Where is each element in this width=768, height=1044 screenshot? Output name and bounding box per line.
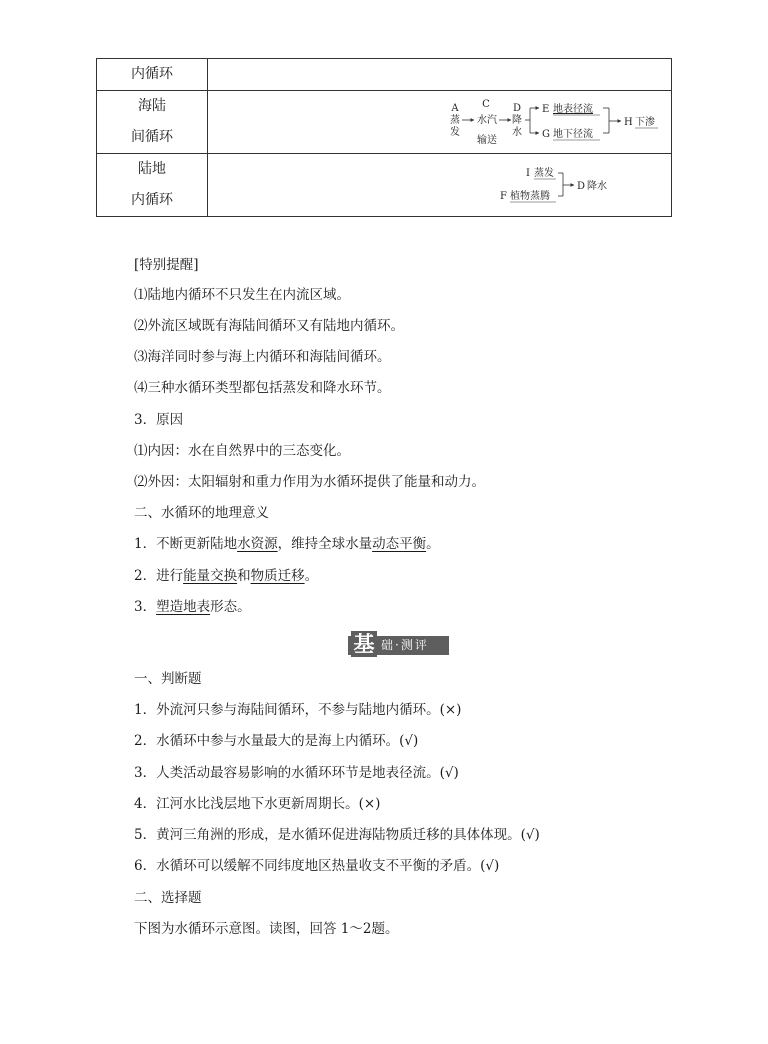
banner-text: 础·测评: [381, 638, 429, 652]
row-label-land-cycle: 陆地 内循环: [97, 154, 208, 217]
row-label-inner-cycle: 内循环: [97, 59, 208, 91]
label-h: H: [624, 117, 633, 128]
label-e-text: 地表径流: [553, 104, 593, 115]
label-e: E: [542, 104, 550, 115]
section-banner: [348, 631, 449, 657]
label-a-text1: 蒸: [450, 115, 460, 126]
label-f: F: [500, 191, 507, 202]
label-i-text: 蒸发: [534, 168, 554, 179]
label-h-text: 下渗: [635, 117, 655, 128]
judge-item: 4．江河水比浅层地下水更新周期长。(×): [134, 796, 381, 812]
empty-cell: [208, 59, 672, 91]
label-a-text2: 发: [450, 127, 460, 138]
judge-item: 2．水循环中参与水量最大的是海上内循环。(√): [134, 733, 419, 749]
reason-external: ⑵外因：太阳辐射和重力作用为水循环提供了能量和动力。: [134, 474, 485, 490]
label-d-text: 降水: [587, 181, 607, 192]
label-d-text2: 水: [512, 127, 522, 138]
significance-heading: 二、水循环的地理意义: [134, 505, 269, 521]
label-i: I: [526, 168, 530, 179]
choice-heading: 二、选择题: [134, 890, 202, 906]
label-a: A: [451, 103, 459, 114]
table-row: [97, 91, 672, 154]
land-cycle-diagram: [208, 154, 672, 217]
sea-land-cycle-diagram: [208, 91, 672, 154]
label-d: D: [512, 103, 522, 114]
label-g-text: 地下径流: [553, 129, 593, 140]
note-item: ⑶海洋同时参与海上内循环和海陆间循环。: [134, 349, 391, 365]
reason-internal: ⑴内因：水在自然界中的三态变化。: [134, 443, 350, 459]
label-d-text1: 降: [512, 115, 522, 126]
choice-intro: 下图为水循环示意图。读图，回答 1～2题。: [134, 921, 399, 937]
judge-item: 1．外流河只参与海陆间循环，不参与陆地内循环。(×): [134, 702, 462, 718]
label-c-sub: 输送: [477, 135, 497, 146]
judge-item: 3．人类活动最容易影响的水循环环节是地表径流。(√): [134, 765, 459, 781]
label-d: D: [577, 181, 586, 192]
notes-heading: [特别提醒]: [134, 257, 199, 273]
label-f-text: 植物蒸腾: [510, 191, 550, 202]
label-c-text: 水汽: [477, 115, 497, 126]
table-row: [97, 154, 672, 217]
note-item: ⑷三种水循环类型都包括蒸发和降水环节。: [134, 380, 391, 396]
note-item: ⑴陆地内循环不只发生在内流区域。: [134, 287, 350, 303]
banner-big-char: 基: [351, 631, 377, 657]
significance-item-3: 3．塑造地表形态。: [134, 599, 251, 615]
water-cycle-table: [96, 58, 672, 217]
significance-item-2: 2．进行能量交换和物质迁移。: [134, 568, 319, 584]
row-label-sea-land-cycle: 海陆 间循环: [97, 91, 208, 154]
table-row: [97, 59, 672, 91]
judge-item: 5．黄河三角洲的形成，是水循环促进海陆物质迁移的具体体现。(√): [134, 827, 540, 843]
judge-heading: 一、判断题: [134, 671, 202, 687]
label-c: C: [482, 99, 490, 110]
reason-heading: 3．原因: [134, 412, 184, 428]
significance-item-1: 1．不断更新陆地水资源，维持全球水量动态平衡。: [134, 536, 440, 552]
note-item: ⑵外流区域既有海陆间循环又有陆地内循环。: [134, 318, 404, 334]
label-g: G: [542, 129, 550, 140]
judge-item: 6．水循环可以缓解不同纬度地区热量收支不平衡的矛盾。(√): [134, 858, 500, 874]
